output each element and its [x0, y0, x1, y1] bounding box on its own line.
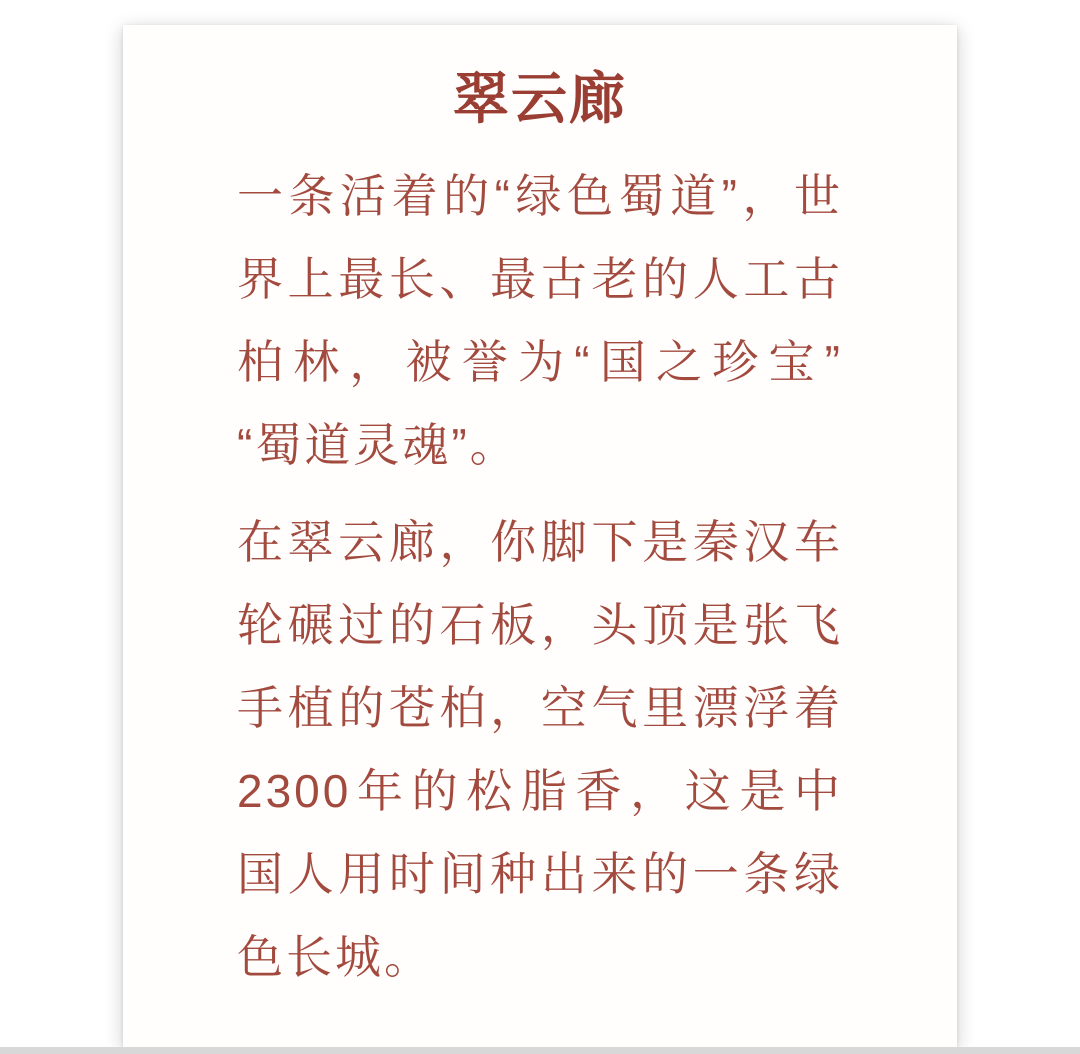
- text-line: 2300年的松脂香，这是中: [237, 765, 843, 817]
- text-line: 在翠云廊，你脚下是秦汉车: [237, 516, 843, 568]
- text-line: 手植的苍柏，空气里漂浮着: [237, 682, 843, 734]
- text-line: 柏林，被誉为“国之珍宝”: [237, 336, 843, 388]
- text-line: 界上最长、最古老的人工古: [237, 253, 843, 305]
- page-title: 翠云廊: [453, 67, 627, 130]
- text-line: 一条活着的“绿色蜀道”，世: [237, 170, 843, 222]
- bottom-strip: [0, 1047, 1080, 1054]
- content-card: [123, 25, 957, 1047]
- text-line: 轮碾过的石板，头顶是张飞: [237, 599, 843, 651]
- text-line: “蜀道灵魂”。: [237, 419, 519, 471]
- article-body: [237, 155, 843, 999]
- paragraph: [237, 501, 843, 999]
- text-line: 国人用时间种出来的一条绿: [237, 848, 843, 900]
- paragraph: [237, 155, 843, 487]
- text-line: 色长城。: [237, 931, 433, 983]
